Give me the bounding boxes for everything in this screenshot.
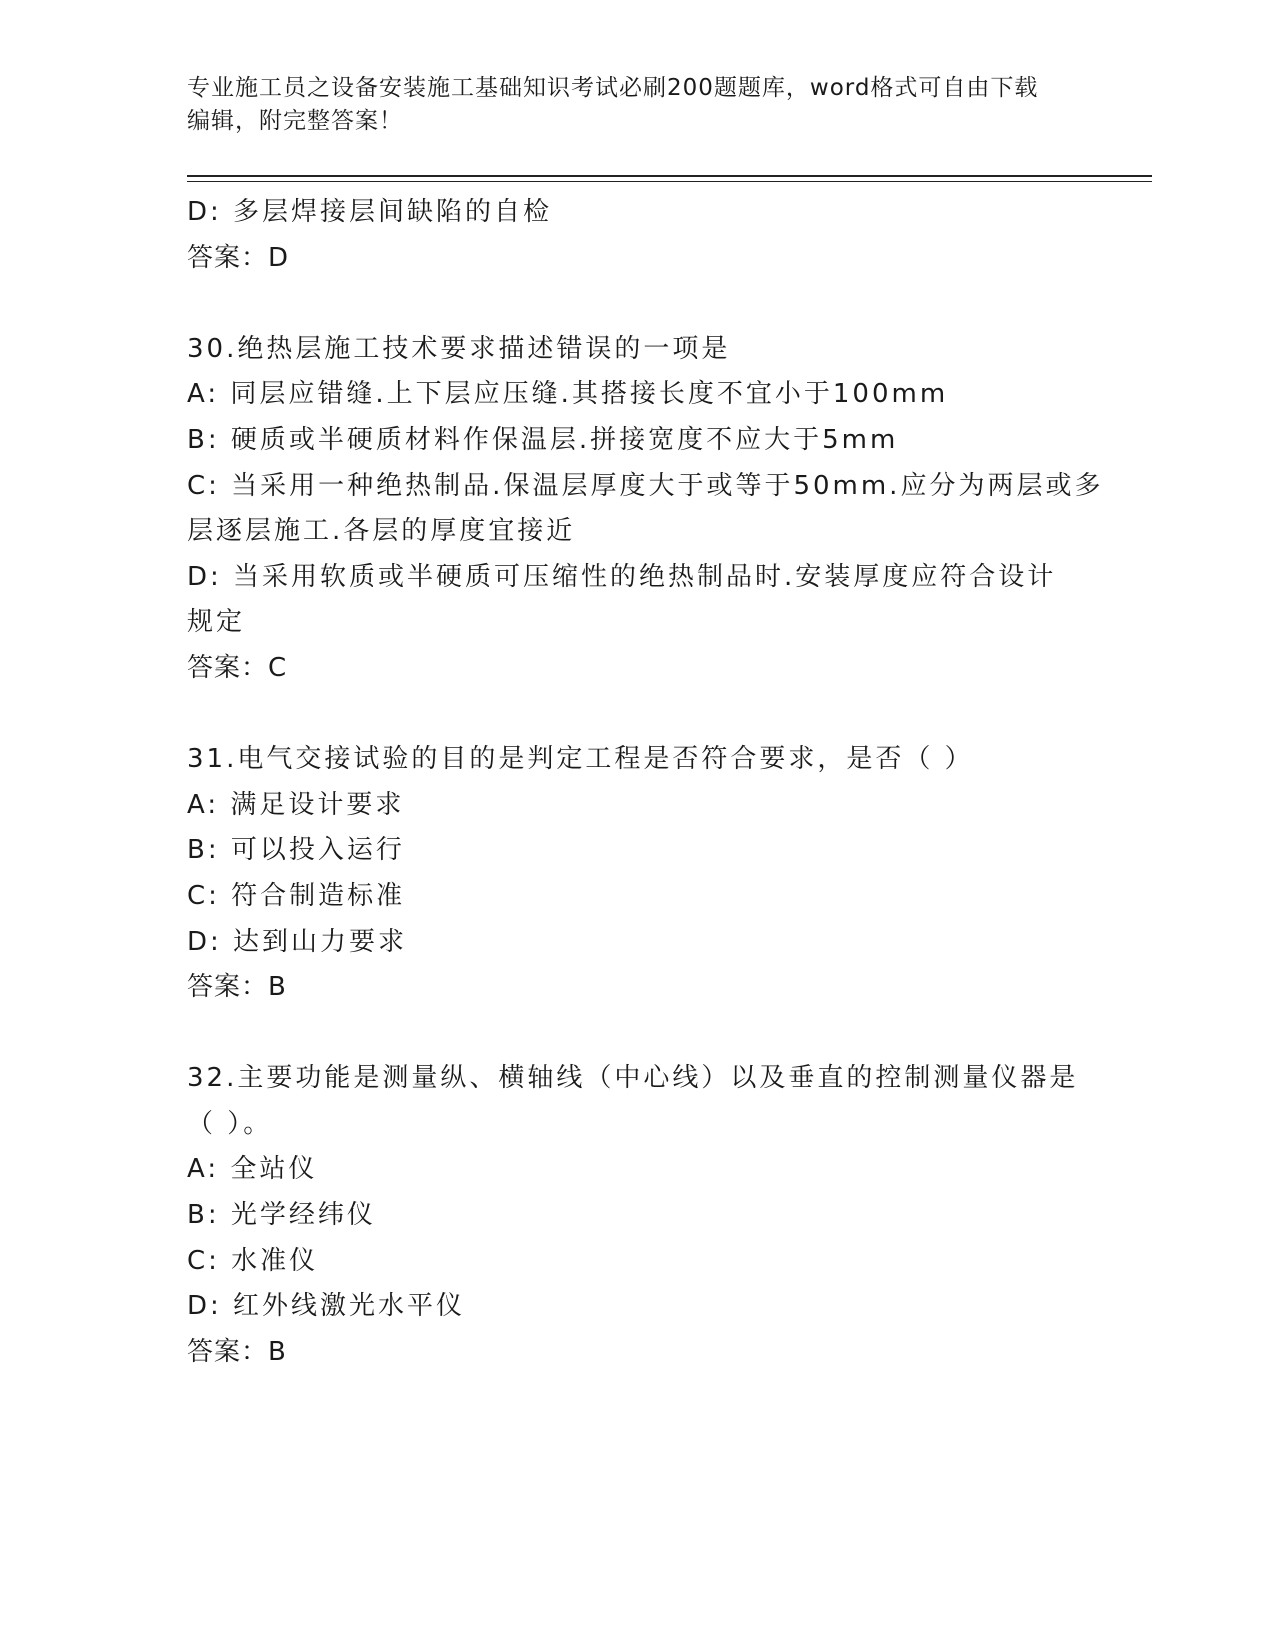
option-c-continued: 层逐层施工.各层的厚度宜接近	[187, 516, 576, 547]
option-c: C: 水准仪	[187, 1245, 319, 1276]
option-b: B: 光学经纬仪	[187, 1200, 376, 1231]
answer-line: 答案：D	[187, 242, 290, 273]
answer-line: 答案：B	[187, 972, 287, 1003]
question-30	[187, 327, 1104, 692]
option-a: A: 满足设计要求	[187, 789, 405, 820]
answer-line: 答案：B	[187, 1336, 287, 1367]
option-d-continued: 规定	[187, 607, 246, 638]
previous-question	[187, 190, 1087, 281]
question-stem: 30.绝热层施工技术要求描述错误的一项是	[187, 333, 731, 364]
question-stem: 32.主要功能是测量纵、横轴线（中心线）以及垂直的控制测量仪器是	[187, 1063, 1079, 1094]
question-stem-continued: （ ）。	[187, 1108, 273, 1139]
question-31	[187, 737, 1087, 1011]
header-rule-thick	[187, 175, 1152, 177]
option-a: A: 全站仪	[187, 1154, 318, 1185]
header-line-1: 专业施工员之设备安装施工基础知识考试必刷200题题库，word格式可自由下载	[187, 75, 1039, 101]
spacer	[187, 692, 1087, 738]
spacer	[187, 1011, 1087, 1057]
spacer	[187, 281, 1087, 327]
question-32	[187, 1056, 1087, 1375]
option-a: A: 同层应错缝.上下层应压缝.其搭接长度不宜小于100mm	[187, 379, 949, 410]
option-c: C: 当采用一种绝热制品.保温层厚度大于或等于50mm.应分为两层或多	[187, 470, 1104, 501]
option-d: D: 红外线激光水平仪	[187, 1291, 466, 1322]
option-d: D: 达到山力要求	[187, 926, 408, 957]
question-list	[187, 190, 1104, 1375]
option-b: B: 可以投入运行	[187, 835, 405, 866]
header-rule-thin	[187, 181, 1152, 182]
option-c: C: 符合制造标准	[187, 880, 406, 911]
header-line-2: 编辑，附完整答案！	[187, 108, 403, 134]
option-b: B: 硬质或半硬质材料作保温层.拼接宽度不应大于5mm	[187, 424, 899, 455]
option-d: D: 当采用软质或半硬质可压缩性的绝热制品时.安装厚度应符合设计	[187, 561, 1057, 592]
answer-line: 答案：C	[187, 652, 288, 683]
question-stem: 31.电气交接试验的目的是判定工程是否符合要求，是否（ ）	[187, 744, 974, 775]
document-header	[187, 72, 1067, 138]
option-d: D: 多层焊接层间缺陷的自检	[187, 197, 553, 227]
